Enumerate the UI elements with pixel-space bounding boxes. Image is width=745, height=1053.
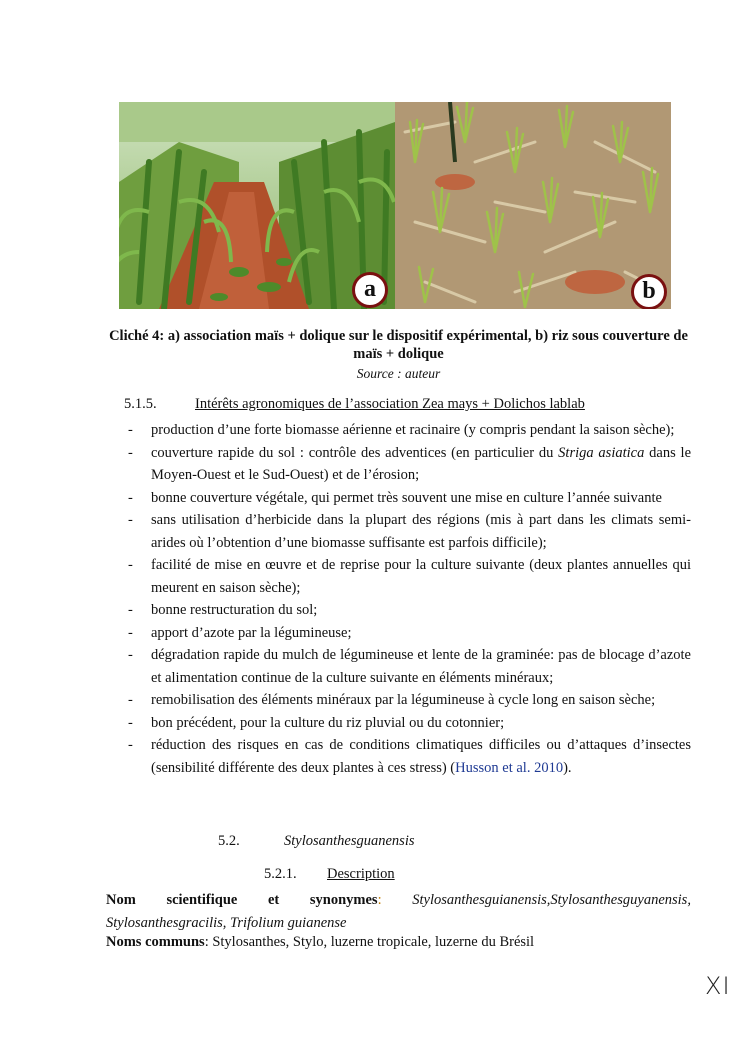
benefits-list [122, 419, 691, 779]
bullet-dash: - [128, 444, 133, 461]
photo-rice-under-cover [395, 102, 671, 309]
figure-caption: Cliché 4: a) association maïs + dolique sur le dispositif expérimental, b) riz sous couverture de maïs + dolique [109, 328, 688, 362]
list-item-text: dégradation rapide du mulch de légumineuse et lente de la graminée: pas de blocage d’azote et alimentation continue de la culture suivante en éléments minéraux; [151, 647, 691, 686]
list-item [122, 509, 691, 554]
section-number: 5.1.5. [124, 396, 157, 412]
scientific-names: Stylosanthesguianensis,Stylosanthesguyanensis, [412, 892, 691, 908]
section-title: Stylosanthesguanensis [284, 833, 415, 849]
page-number: XI [705, 972, 731, 1000]
bullet-dash: - [128, 557, 133, 573]
list-item [122, 622, 691, 645]
scientific-name-block [106, 889, 691, 934]
section-heading-5-2 [218, 833, 415, 850]
badge-b: b [631, 274, 667, 309]
bullet-dash: - [128, 624, 133, 641]
common-names [106, 934, 691, 951]
bullet-dash: - [128, 512, 133, 528]
list-item [122, 734, 691, 779]
photo-maize-dolichos [119, 102, 395, 309]
section-heading-5-2-1 [264, 866, 395, 883]
list-item [122, 554, 691, 599]
bullet-dash: - [128, 489, 133, 506]
list-item [122, 487, 691, 510]
list-item [122, 442, 691, 487]
bullet-dash: - [128, 602, 133, 618]
section-title: Description [327, 866, 395, 882]
label-word: et [267, 892, 280, 908]
badge-a: a [352, 272, 388, 308]
common-names-label: Noms communs [106, 934, 205, 950]
section-number: 5.2. [218, 833, 240, 849]
bullet-dash: - [128, 692, 133, 708]
bullet-dash: - [128, 422, 133, 438]
list-item-text: sans utilisation d’herbicide dans la plupart des régions (mis à part dans les climats semi-arides où l’obtention d’une biomasse suffisante est parfois difficile); [151, 512, 691, 551]
list-item [122, 644, 691, 689]
label-word: scientifique [166, 892, 238, 908]
citation-link[interactable]: Husson et al. 2010 [455, 759, 564, 776]
list-item [122, 599, 691, 622]
list-item-text: remobilisation des éléments minéraux par la légumineuse à cycle long en saison sèche; [151, 692, 656, 708]
scientific-names-cont: Stylosanthesgracilis, Trifolium guianense [106, 914, 347, 931]
figure-photos [119, 102, 671, 309]
list-item-text: ). [563, 759, 572, 776]
section-title: Intérêts agronomiques de l’association Zea mays + Dolichos lablab [195, 396, 585, 412]
bullet-dash: - [128, 714, 133, 731]
list-item-text: bonne restructuration du sol; [151, 602, 318, 618]
list-item [122, 712, 691, 735]
list-item-text: dans le Moyen-Ouest et le Sud-Ouest) et de l’érosion; [151, 444, 691, 483]
list-item-text: réduction des risques en cas de conditions climatiques difficiles ou d’attaques d’insectes (sensibilité différente des deux plantes à ces stress) ( [151, 737, 691, 776]
figure-source: Source : auteur [356, 366, 441, 381]
species-name: Striga asiatica [558, 444, 645, 461]
bullet-dash: - [128, 647, 133, 663]
common-names-value: : Stylosanthes, Stylo, luzerne tropicale, luzerne du Brésil [204, 934, 535, 950]
list-item-text: couverture rapide du sol : contrôle des adventices (en particulier du [151, 444, 559, 461]
list-item-text: production d’une forte biomasse aérienne et racinaire (y compris pendant la saison sèche); [151, 422, 675, 438]
label-colon: : [377, 892, 382, 908]
list-item [122, 419, 691, 442]
section-number: 5.2.1. [264, 866, 297, 882]
label-word: Nom [106, 892, 136, 908]
label-word: synonymes [309, 892, 378, 908]
list-item-text: facilité de mise en œuvre et de reprise pour la culture suivante (deux plantes annuelles qui meurent en saison sèche); [151, 557, 691, 596]
bullet-dash: - [128, 737, 133, 753]
list-item-text: apport d’azote par la légumineuse; [151, 624, 352, 641]
section-heading-5-1-5 [124, 396, 585, 413]
list-item-text: bonne couverture végétale, qui permet très souvent une mise en culture l’année suivante [151, 489, 662, 506]
list-item-text: bon précédent, pour la culture du riz pluvial ou du cotonnier; [151, 714, 505, 731]
list-item [122, 689, 691, 712]
